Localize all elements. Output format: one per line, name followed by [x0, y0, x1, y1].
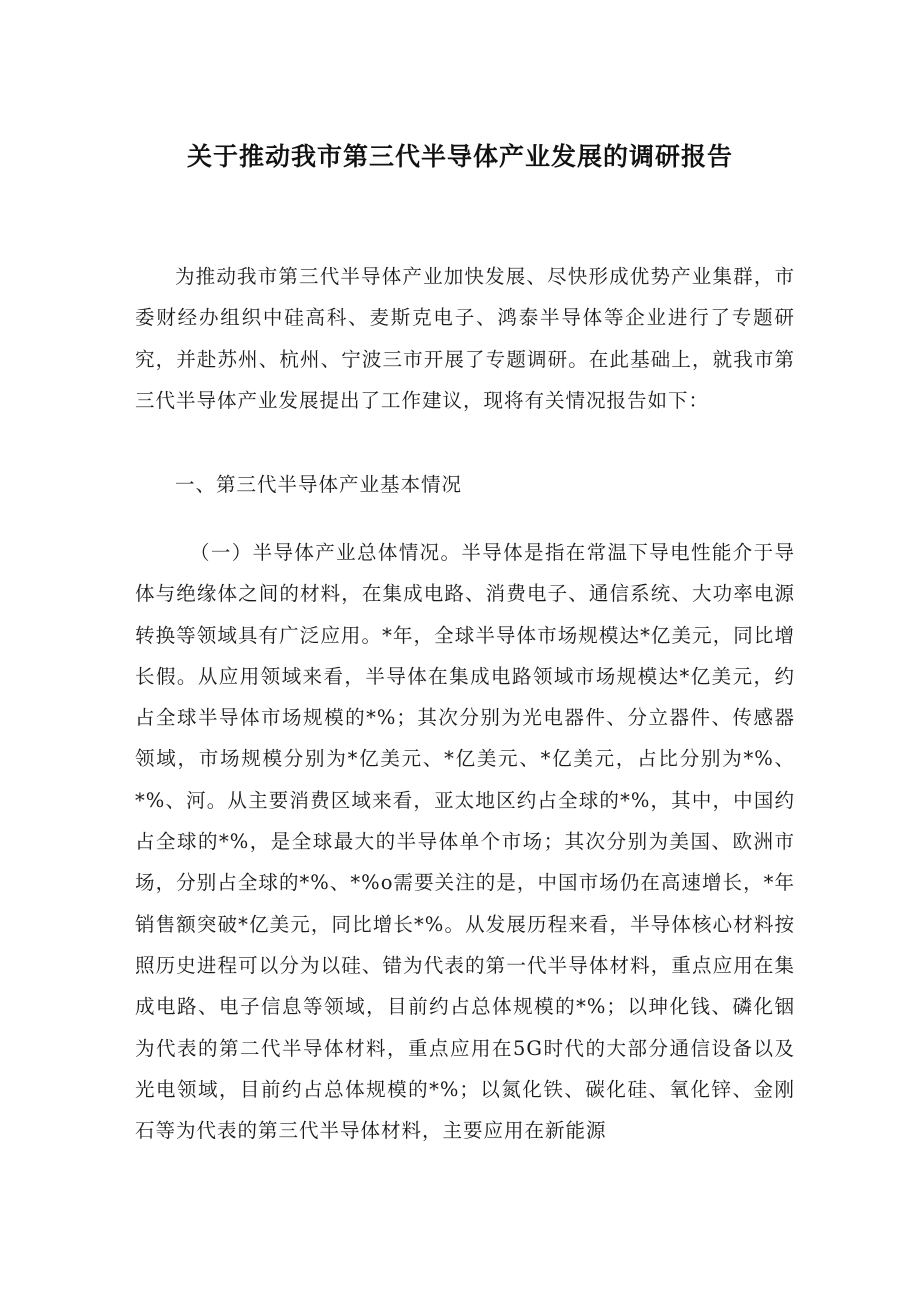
intro-paragraph: 为推动我市第三代半导体产业加快发展、尽快形成优势产业集群，市委财经办组织中硅高科、麦斯克电子、鸿泰半导体等企业进行了专题研究，并赴苏州、杭州、宁波三市开展了专题调研。在此基础上，就我市第三代半导体产业发展提出了工作建议，现将有关情况报告如下： [135, 265, 795, 412]
subsection-paragraph: （一）半导体产业总体情况。半导体是指在常温下导电性能介于导体与绝缘体之间的材料，在集成电路、消费电子、通信系统、大功率电源转换等领域具有广泛应用。*年，全球半导体市场规模达*亿美元，同比增长假。从应用领域来看，半导体在集成电路领域市场规模达*亿美元，约占全球半导体市场规模的*%；其次分别为光电器件、分立器件、传感器领域，市场规模分别为*亿美元、*亿美元、*亿美元，占比分别为*%、*%、河。从主要消费区域来看，亚太地区约占全球的*%，其中，中国约占全球的*%，是全球最大的半导体单个市场；其次分别为美国、欧洲市场，分别占全球的*%、*%o需要关注的是，中国市场仍在高速增长，*年销售额突破*亿美元，同比增长*%。从发展历程来看，半导体核心材料按照历史进程可以分为以硅、错为代表的第一代半导体材料，重点应用在集成电路、电子信息等领域，目前约占总体规模的*%；以珅化钱、磷化铟为代表的第二代半导体材料，重点应用在5G时代的大部分通信设备以及光电领域，目前约占总体规模的*%；以氮化铁、碳化硅、氧化锌、金刚石等为代表的第三代半导体材料，主要应用在新能源 [135, 541, 795, 1143]
document-title: 关于推动我市第三代半导体产业发展的调研报告 [186, 141, 733, 171]
section-heading: 一、第三代半导体产业基本情况 [175, 473, 463, 496]
